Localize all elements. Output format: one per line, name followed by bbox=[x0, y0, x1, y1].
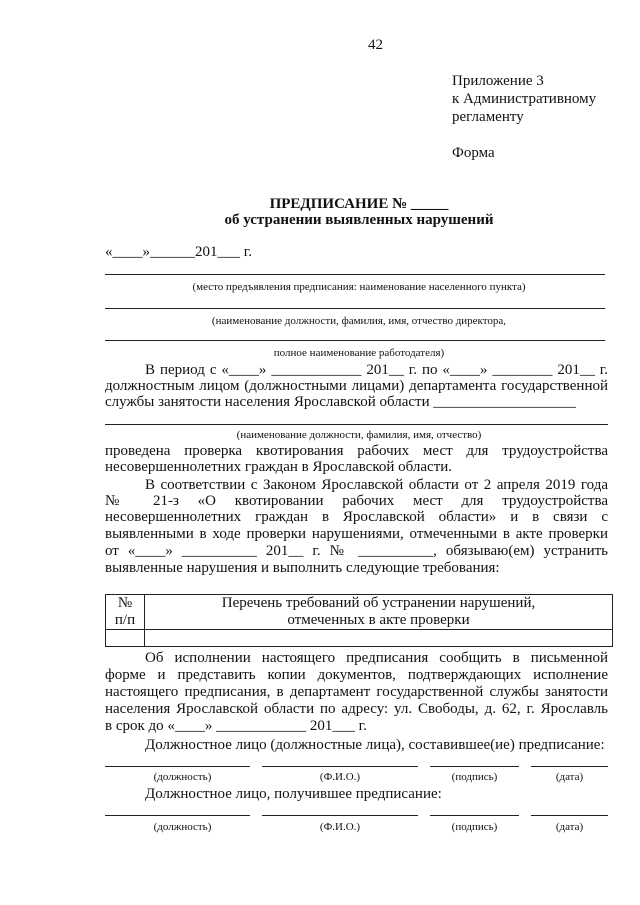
sign2-date-caption: (дата) bbox=[555, 821, 584, 833]
sign2-position-caption: (должность) bbox=[153, 821, 212, 833]
employer-caption: полное наименование работодателя) bbox=[273, 347, 445, 359]
page-number: 42 bbox=[368, 37, 383, 53]
para3-line-2: форме и представить копии документов, подтверждающих исполнение bbox=[105, 667, 608, 683]
table-header-requirements bbox=[145, 595, 613, 630]
appendix-line-1: Приложение 3 bbox=[452, 73, 544, 89]
date-line: «____»______201___ г. bbox=[105, 244, 252, 260]
table-header-number-line-1: № bbox=[117, 595, 133, 611]
sign1-signature-line bbox=[430, 766, 519, 767]
sign1-date-caption: (дата) bbox=[555, 771, 584, 783]
sign1-name-line bbox=[262, 766, 418, 767]
para1-line-2: должностным лицом (должностными лицами) департамента государственной bbox=[105, 378, 608, 394]
para3-line-3: настоящего предписания, в департамент государственной службы занятости bbox=[105, 684, 608, 700]
director-fill-line bbox=[105, 308, 605, 309]
sign1-name-caption: (Ф.И.О.) bbox=[319, 771, 361, 783]
document-subtitle: об устранении выявленных нарушений bbox=[224, 212, 494, 228]
official-caption: (наименование должности, фамилия, имя, отчество) bbox=[236, 429, 482, 441]
table-row bbox=[106, 630, 613, 647]
para1b-line-1: проведена проверка квотирования рабочих мест для трудоустройства bbox=[105, 443, 608, 459]
sign2-signature-caption: (подпись) bbox=[451, 821, 498, 833]
form-label: Форма bbox=[452, 145, 495, 161]
table-header-row bbox=[106, 595, 613, 630]
sign1-signature-caption: (подпись) bbox=[451, 771, 498, 783]
sign1-position-line bbox=[105, 766, 250, 767]
para2-line-3: несовершеннолетних граждан в Ярославской области» и в связи с bbox=[105, 509, 608, 525]
appendix-line-2: к Административному bbox=[452, 91, 597, 107]
table-header-requirements-line-2: отмеченных в акте проверки bbox=[287, 612, 470, 628]
place-caption: (место предъявления предписания: наименование населенного пункта) bbox=[192, 281, 526, 293]
para2-line-1: В соответствии с Законом Ярославской области от 2 апреля 2019 года bbox=[145, 477, 608, 493]
document-title: ПРЕДПИСАНИЕ № _____ bbox=[269, 196, 449, 212]
sign2-position-line bbox=[105, 815, 250, 816]
table-cell-number bbox=[106, 630, 145, 647]
place-fill-line bbox=[105, 274, 605, 275]
para2-line-4: выявленными в ходе проверки нарушениями, отмеченными в акте проверки bbox=[105, 526, 608, 542]
employer-fill-line bbox=[105, 340, 605, 341]
sign2-date-line bbox=[531, 815, 608, 816]
requirements-table bbox=[105, 594, 613, 647]
para2-line-2: № 21-з «О квотировании рабочих мест для трудоустройства bbox=[105, 493, 608, 509]
signature-block-1-label: Должностное лицо (должностные лица), составившее(ие) предписание: bbox=[145, 737, 605, 753]
para1b-line-2: несовершеннолетних граждан в Ярославской области. bbox=[105, 459, 453, 475]
sign2-name-line bbox=[262, 815, 418, 816]
signature-block-2-label: Должностное лицо, получившее предписание: bbox=[145, 786, 442, 802]
para3-line-5: в срок до «____» ____________ 201___ г. bbox=[105, 718, 367, 734]
para3-line-1: Об исполнении настоящего предписания сообщить в письменной bbox=[145, 650, 608, 666]
official-fill-line bbox=[105, 424, 608, 425]
para1-line-1: В период с «____» ____________ 201__ г. по «____» ________ 201__ г. bbox=[145, 362, 608, 378]
sign1-position-caption: (должность) bbox=[153, 771, 212, 783]
sign2-signature-line bbox=[430, 815, 519, 816]
sign2-name-caption: (Ф.И.О.) bbox=[319, 821, 361, 833]
para2-line-5: от «____» __________ 201__ г. № __________, обязываю(ем) устранить bbox=[105, 543, 608, 559]
para2-line-6: выявленные нарушения и выполнить следующие требования: bbox=[105, 560, 500, 576]
sign1-date-line bbox=[531, 766, 608, 767]
appendix-line-3: регламенту bbox=[452, 109, 524, 125]
para1-line-3: службы занятости населения Ярославской области ___________________ bbox=[105, 394, 576, 410]
table-header-number-line-2: п/п bbox=[114, 612, 136, 628]
para3-line-4: населения Ярославской области по адресу: ул. Свободы, д. 62, г. Ярославль bbox=[105, 701, 608, 717]
table-cell-requirement bbox=[145, 630, 613, 647]
director-caption: (наименование должности, фамилия, имя, отчество директора, bbox=[211, 315, 507, 327]
table-header-number bbox=[106, 595, 145, 630]
table-header-requirements-line-1: Перечень требований об устранении нарушений, bbox=[221, 595, 536, 611]
